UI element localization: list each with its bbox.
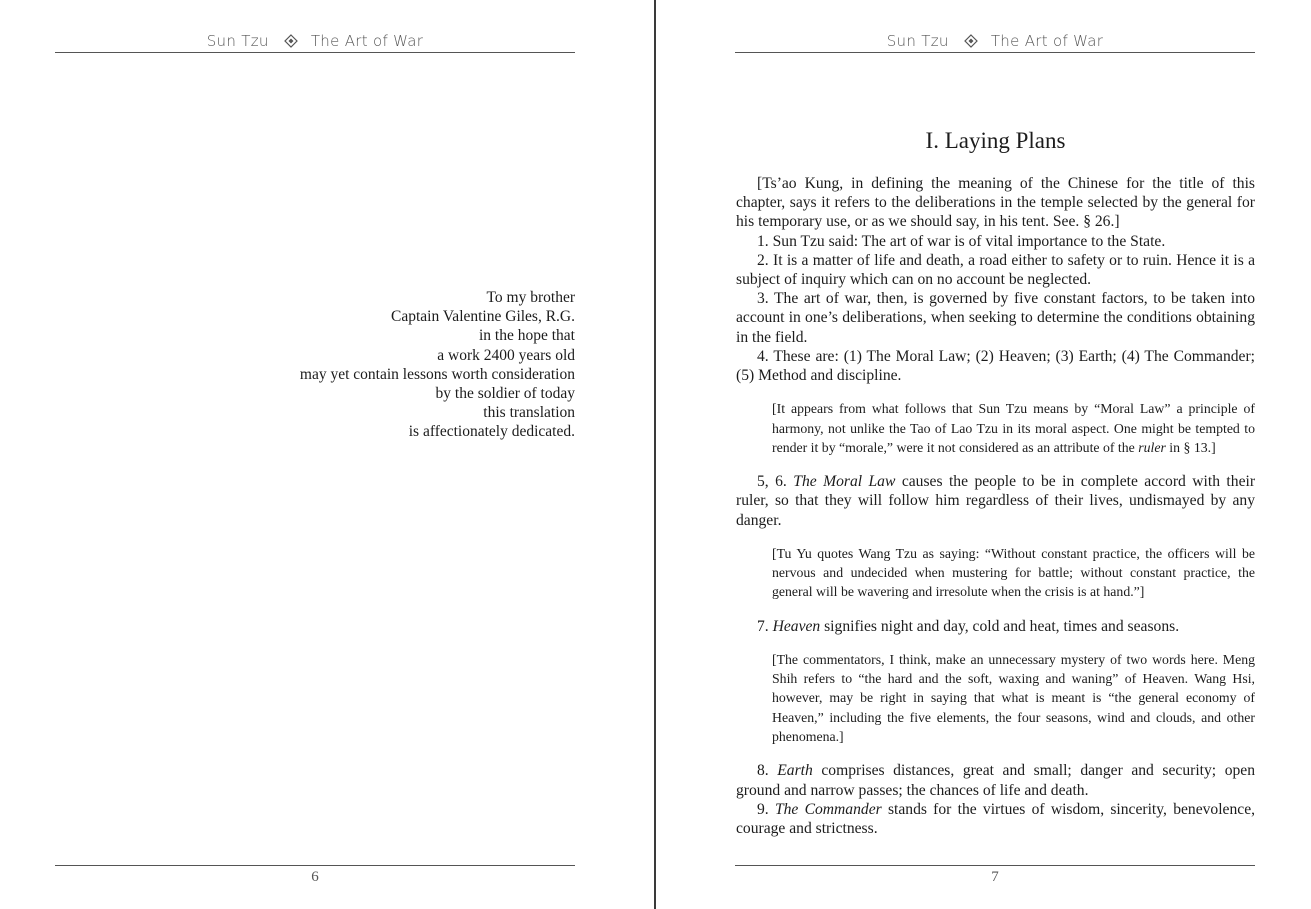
book-spine-divider [654,0,656,909]
paragraph-4: 4. These are: (1) The Moral Law; (2) Heaven; (3) Earth; (4) The Commander; (5) Method and discipline. [736,347,1255,385]
running-head-author: Sun Tzu [886,32,949,50]
paragraph-term: The Commander [774,800,882,818]
commentary-note-1 [772,399,1255,457]
paragraph-number: 7. [757,617,773,635]
paragraph-term: Earth [777,762,813,780]
left-page [0,0,655,909]
chapter-title: I. Laying Plans [925,128,1066,153]
dedication-line: Captain Valentine Giles, R.G. [391,308,575,326]
right-page [657,0,1311,909]
dedication-line: To my brother [486,289,575,306]
paragraph-text: causes the people to be in complete accord with their ruler, so that they will follow him regardless of their lives, undismayed by any danger. [736,473,1256,529]
paragraph-text: comprises distances, great and small; danger and security; open ground and narrow passes; the chances of life and death. [736,762,1256,799]
dedication-line: a work 2400 years old [437,346,575,364]
page-number-left: 6 [55,865,575,888]
running-head-left [55,31,575,53]
paragraph-term: Heaven [772,617,821,635]
dedication-line: in the hope that [479,327,575,345]
paragraph-2: 2. It is a matter of life and death, a road either to safety or to ruin. Hence it is a subject of inquiry which can on no account be neglected. [736,251,1255,289]
paragraph-8 [736,761,1255,799]
paragraph-text: signifies night and day, cold and heat, times and seasons. [820,617,1180,635]
dedication-line: by the soldier of today [435,385,575,403]
commentary-note-3: [The commentators, I think, make an unnecessary mystery of two words here. Meng Shih refers to “the hard and the soft, waxing and waning” of Heaven. Wang Hsi, however, may be right in saying that what is meant is “the general economy of Heaven,” including the five elements, the four seasons, wind and clouds, and other phenomena.] [772,651,1255,745]
paragraph-3: 3. The art of war, then, is governed by five constant factors, to be taken into account in one’s deliberations, when seeking to determine the conditions obtaining in the field. [736,290,1255,346]
running-head-title: The Art of War [990,32,1104,50]
dedication-line: is affectionately dedicated. [408,423,575,441]
page-number-right: 7 [735,865,1255,888]
commentary-note-2: [Tu Yu quotes Wang Tzu as saying: “Without constant practice, the officers will be nervous and undecided when mustering for battle; without constant practice, the general will be wavering and irresolute when the crisis is at hand.”] [772,545,1255,600]
paragraph-term: The Moral Law [793,473,896,491]
running-head-right [735,31,1255,53]
paragraph-number: 8. [757,762,778,780]
paragraph-5-6 [736,472,1255,530]
dedication-line: may yet contain lessons worth consideration [299,365,575,383]
running-head-title: The Art of War [310,32,424,50]
paragraph-1: 1. Sun Tzu said: The art of war is of vital importance to the State. [757,232,1166,250]
paragraph-number: 5, 6. [757,473,794,491]
dedication-line: this translation [483,404,575,422]
paragraph-7 [736,617,1255,636]
diamond-ornament-icon [964,34,978,48]
note-emphasis: ruler [1138,439,1166,455]
dedication [160,288,575,442]
chapter-intro-note: [Ts’ao Kung, in defining the meaning of the Chinese for the title of this chapter, says it refers to the deliberations in the temple selected by the general for his temporary use, or as we should say, in his tent. See. § 26.] [736,175,1255,231]
paragraph-number: 9. [757,800,775,818]
paragraph-9 [736,800,1255,838]
running-head-author: Sun Tzu [206,32,269,50]
diamond-ornament-icon [284,34,298,48]
chapter-content [736,126,1255,838]
note-text: [It appears from what follows that Sun Tzu means by “Moral Law” a principle of harmony, not unlike the Tao of Lao Tzu in its moral aspect. One might be tempted to render it by “morale,” were it not considered as an attribute of the [772,401,1255,455]
paragraph-text: stands for the virtues of wisdom, sincerity, benevolence, courage and strictness. [736,800,1256,837]
note-text: in § 13.] [1165,439,1216,455]
